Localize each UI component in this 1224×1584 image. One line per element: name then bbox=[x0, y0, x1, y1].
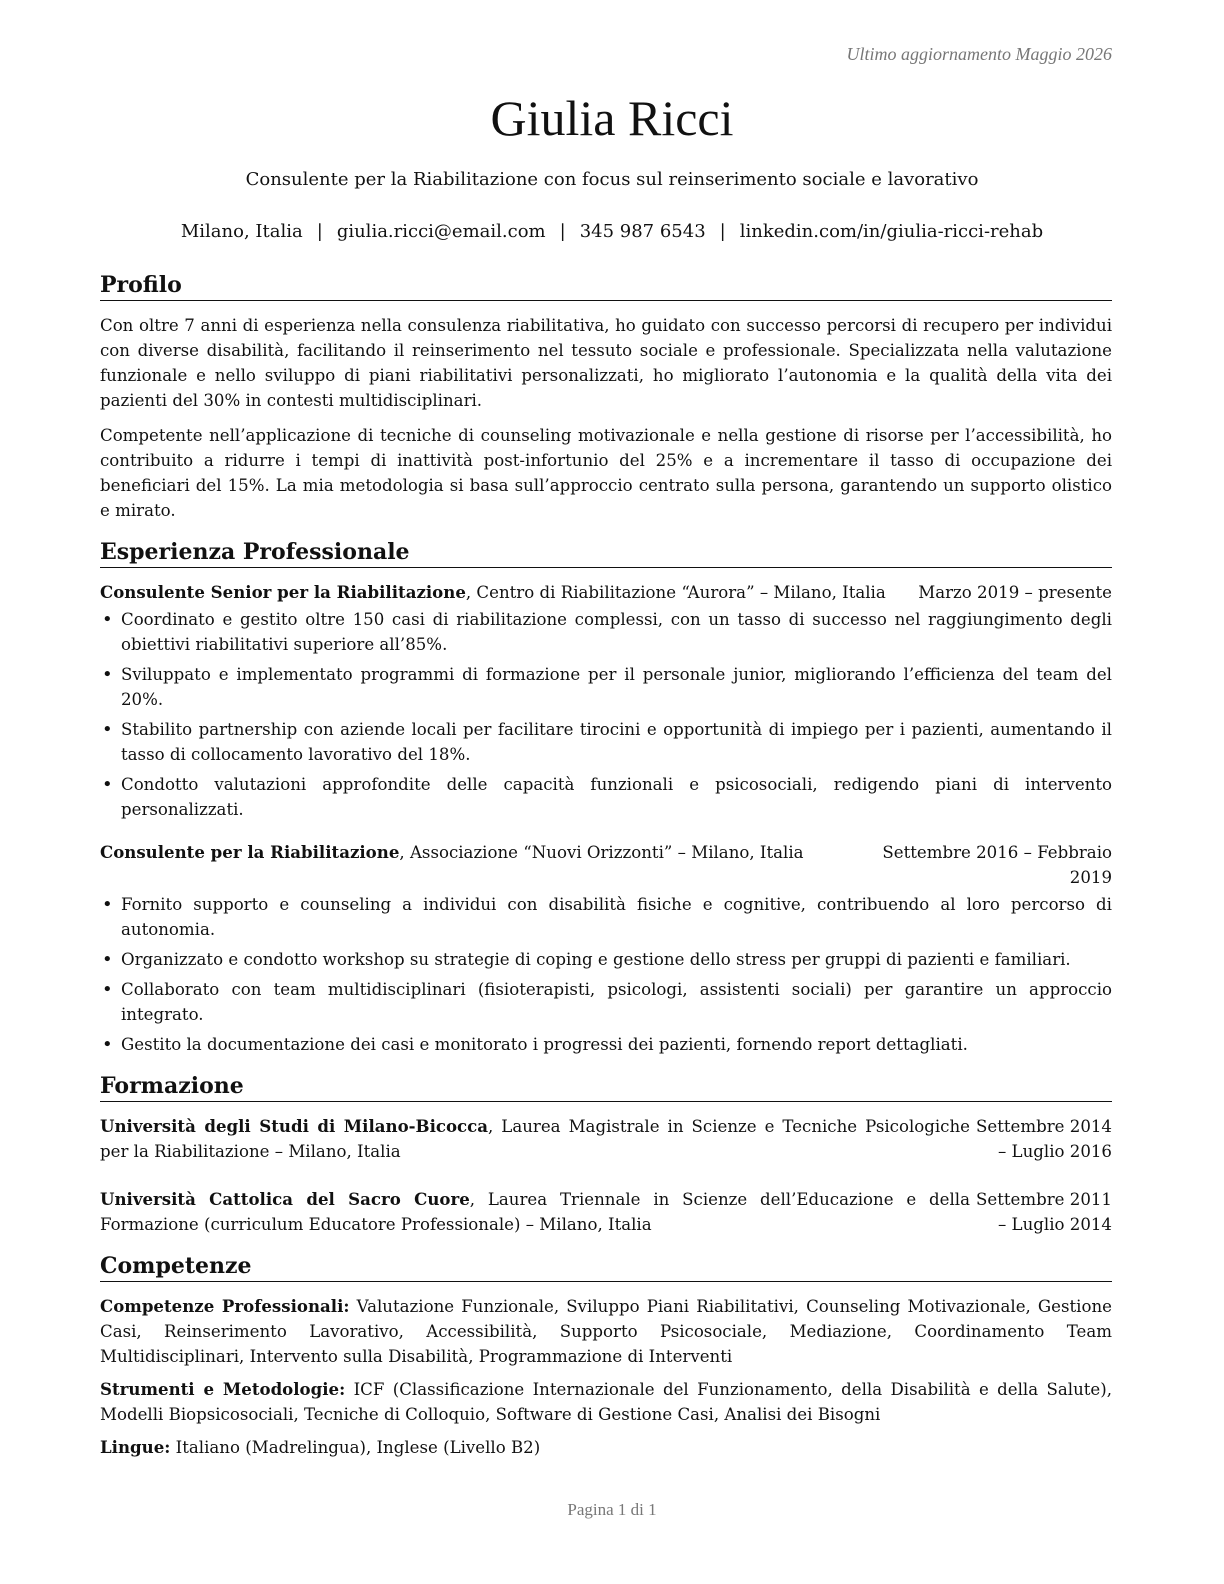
skill-text: ICF (Classificazione Internazionale del Funzionamento, della Disabilità e della Salute), Modelli Biopsicosociali, Tecniche di Colloquio, Software di Gestione Casi, Analisi dei Bisogni bbox=[100, 1380, 1113, 1424]
profile-paragraph: Competente nell’applicazione di tecniche di counseling motivazionale e nella gestione di risorse per l’accessibilità, ho contribuito a ridurre i tempi di inattività post-infortunio del 25% e a incrementare il tasso di occupazione dei beneficiari del 15%. La mia metodologia si basa sull’approccio centrato sulla persona, garantendo un supporto olistico e mirato. bbox=[100, 426, 1112, 520]
education-entry bbox=[100, 1187, 1112, 1237]
job-org: , Associazione “Nuovi Orizzonti” – Milano, Italia bbox=[399, 843, 804, 862]
profile-paragraph: Con oltre 7 anni di esperienza nella consulenza riabilitativa, ho guidato con successo percorsi di recupero per individui con diverse disabilità, facilitando il reinserimento nel tessuto sociale e professionale. Specializzata nella valutazione funzionale e nello sviluppo di piani riabilitativi personalizzati, ho migliorato l’autonomia e la qualità della vita dei pazienti del 30% in contesti multidisciplinari. bbox=[100, 316, 1112, 410]
section-title-skills: Competenze bbox=[100, 1251, 1112, 1282]
education-detail: , Laurea Magistrale in Scienze e Tecniche Psicologiche per la Riabilitazione – Milano, Italia bbox=[100, 1117, 970, 1161]
job-role: Consulente Senior per la Riabilitazione bbox=[100, 582, 466, 602]
skill-group bbox=[100, 1435, 1112, 1460]
education-entry bbox=[100, 1114, 1112, 1164]
contact-linkedin[interactable]: linkedin.com/in/giulia-ricci-rehab bbox=[739, 221, 1044, 242]
job-org: , Centro di Riabilitazione “Aurora” – Milano, Italia bbox=[465, 583, 886, 602]
job-date: Settembre 2016 – Febbraio 2019 bbox=[882, 843, 1112, 887]
contact-phone[interactable]: 345 987 6543 bbox=[579, 221, 706, 242]
education-text bbox=[100, 1114, 970, 1164]
education-school: Università Cattolica del Sacro Cuore bbox=[100, 1189, 470, 1209]
skill-label: Strumenti e Metodologie: bbox=[100, 1379, 346, 1399]
job-header bbox=[100, 580, 1112, 605]
job-header bbox=[100, 840, 1112, 890]
list-item: • Gestito la documentazione dei casi e monitorato i progressi dei pazienti, fornendo report dettagliati. bbox=[100, 1032, 1112, 1057]
education-date: Settembre 2014 – Luglio 2016 bbox=[976, 1117, 1112, 1161]
contact-line bbox=[0, 220, 1224, 244]
list-item: • Coordinato e gestito oltre 150 casi di riabilitazione complessi, con un tasso di successo nel raggiungimento degli obiettivi riabilitativi superiore all’85%. bbox=[100, 607, 1112, 657]
list-item: • Organizzato e condotto workshop su strategie di coping e gestione dello stress per gruppi di pazienti e familiari. bbox=[100, 947, 1112, 972]
contact-separator: | bbox=[559, 221, 566, 242]
job-bullets bbox=[100, 607, 1112, 822]
page-number: Pagina 1 di 1 bbox=[567, 1500, 657, 1519]
list-item: • Collaborato con team multidisciplinari (fisioterapisti, psicologi, assistenti sociali) per garantire un approccio integrato. bbox=[100, 977, 1112, 1027]
education-text bbox=[100, 1187, 970, 1237]
candidate-tagline: Consulente per la Riabilitazione con focus sul reinserimento sociale e lavorativo bbox=[245, 169, 979, 190]
list-item: • Sviluppato e implementato programmi di formazione per il personale junior, migliorando l’efficienza del team del 20%. bbox=[100, 662, 1112, 712]
skill-label: Lingue: bbox=[100, 1437, 171, 1457]
contact-separator: | bbox=[719, 221, 726, 242]
list-item: • Stabilito partnership con aziende locali per facilitare tirocini e opportunità di impiego per i pazienti, aumentando il tasso di collocamento lavorativo del 18%. bbox=[100, 717, 1112, 767]
candidate-name: Giulia Ricci bbox=[490, 90, 734, 146]
skill-text: Italiano (Madrelingua), Inglese (Livello B2) bbox=[170, 1438, 541, 1457]
job-role: Consulente per la Riabilitazione bbox=[100, 842, 400, 862]
contact-separator: | bbox=[316, 221, 323, 242]
section-title-education: Formazione bbox=[100, 1071, 1112, 1102]
contact-email[interactable]: giulia.ricci@email.com bbox=[336, 221, 546, 242]
skill-text: Valutazione Funzionale, Sviluppo Piani Riabilitativi, Counseling Motivazionale, Gestione Casi, Reinserimento Lavorativo, Accessibilità, Supporto Psicosociale, Mediazione, Coordinamento Team Multidisciplinari, Intervento sulla Disabilità, Programmazione di Interventi bbox=[100, 1297, 1112, 1366]
skill-group bbox=[100, 1377, 1112, 1427]
resume-content bbox=[100, 270, 1112, 1468]
skill-group bbox=[100, 1294, 1112, 1369]
job-title-line bbox=[100, 580, 918, 605]
last-updated: Ultimo aggiornamento Maggio 2026 bbox=[846, 44, 1112, 64]
list-item: • Fornito supporto e counseling a individui con disabilità fisiche e cognitive, contribuendo al loro percorso di autonomia. bbox=[100, 892, 1112, 942]
education-school: Università degli Studi di Milano-Bicocca bbox=[100, 1116, 489, 1136]
contact-location: Milano, Italia bbox=[180, 221, 303, 242]
job-title-line bbox=[100, 840, 872, 865]
education-date: Settembre 2011 – Luglio 2014 bbox=[976, 1190, 1112, 1234]
education-detail: , Laurea Triennale in Scienze dell’Educazione e della Formazione (curriculum Educatore Professionale) – Milano, Italia bbox=[100, 1190, 970, 1234]
job-date: Marzo 2019 – presente bbox=[918, 583, 1112, 602]
list-item: • Condotto valutazioni approfondite delle capacità funzionali e psicosociali, redigendo piani di intervento personalizzati. bbox=[100, 772, 1112, 822]
section-title-profile: Profilo bbox=[100, 270, 1112, 301]
skill-label: Competenze Professionali: bbox=[100, 1296, 350, 1316]
job-bullets bbox=[100, 892, 1112, 1057]
section-title-experience: Esperienza Professionale bbox=[100, 537, 1112, 568]
